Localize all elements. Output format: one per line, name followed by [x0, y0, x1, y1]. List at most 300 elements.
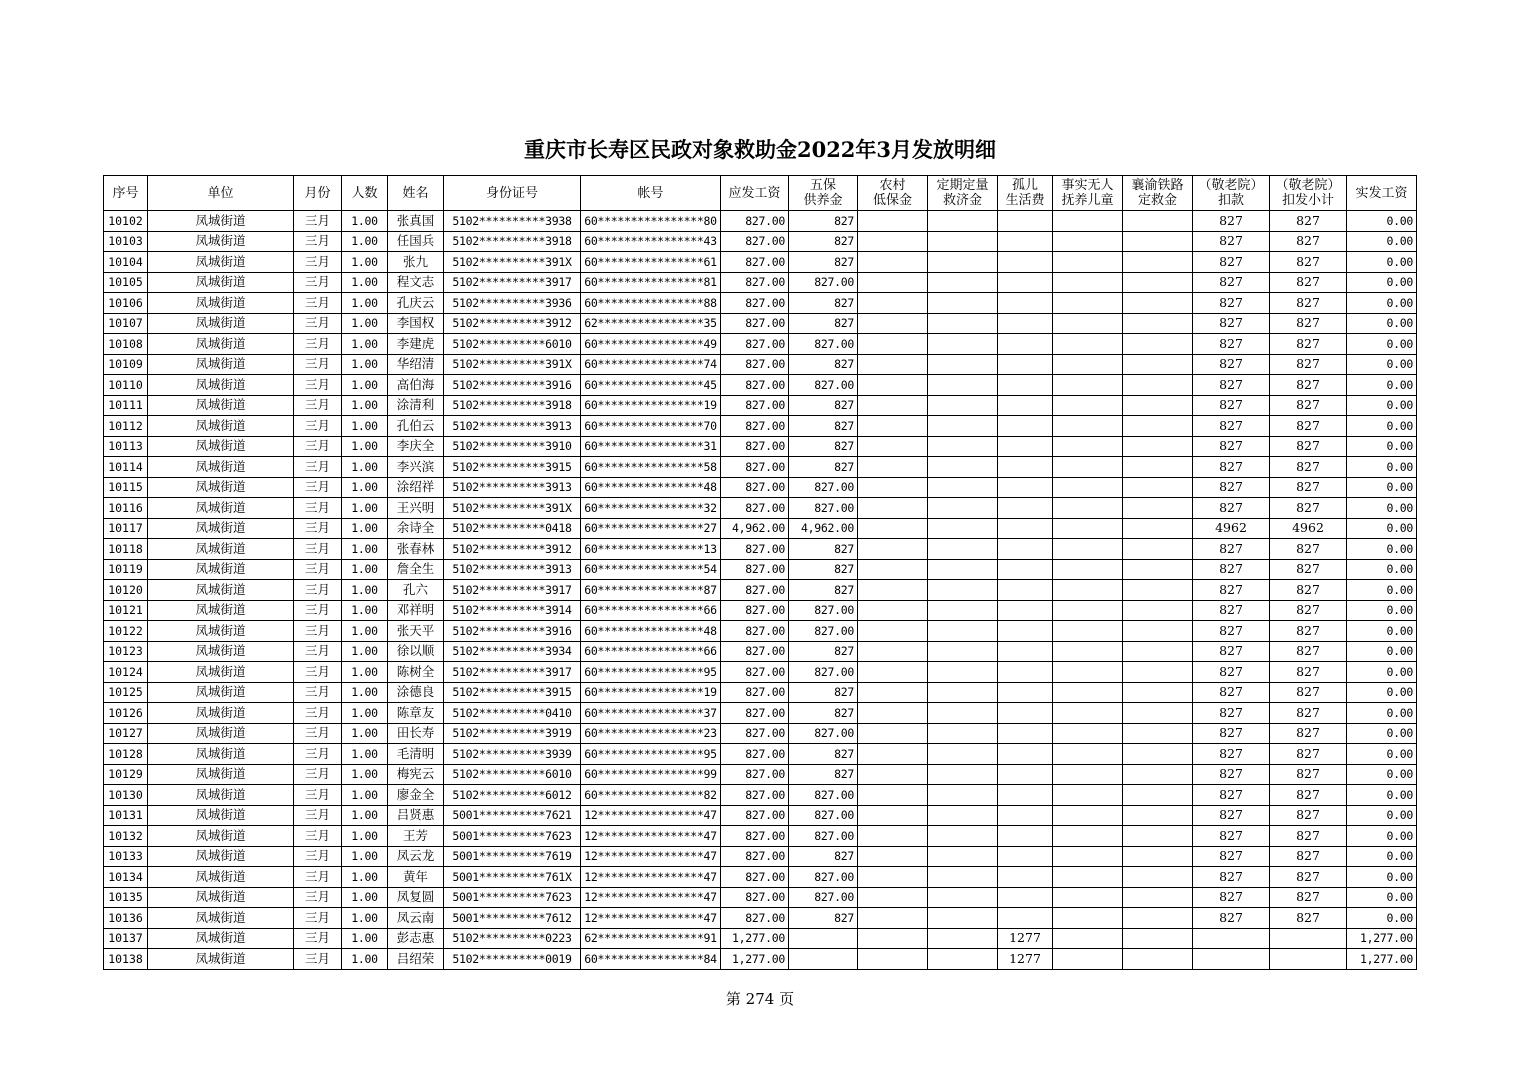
cell-rural-subsidy: [858, 621, 928, 642]
cell-five-guarantee: 827.00: [789, 334, 858, 355]
cell-month: 三月: [294, 867, 342, 888]
cell-rural-subsidy: [858, 498, 928, 519]
cell-nursing-deduction: 827: [1193, 395, 1270, 416]
cell-count: 1.00: [342, 211, 388, 232]
cell-orphan-allowance: [998, 867, 1053, 888]
cell-account: 60****************37: [581, 703, 721, 724]
cell-rural-subsidy: [858, 723, 928, 744]
cell-unit: 凤城街道: [148, 703, 294, 724]
cell-account: 60****************84: [581, 949, 721, 970]
cell-month: 三月: [294, 641, 342, 662]
cell-fixed-relief: [928, 559, 998, 580]
cell-unit: 凤城街道: [148, 211, 294, 232]
cell-nursing-subtotal: 827: [1270, 641, 1347, 662]
cell-five-guarantee: 827.00: [789, 785, 858, 806]
cell-month: 三月: [294, 600, 342, 621]
cell-account: 60****************95: [581, 744, 721, 765]
cell-rural-subsidy: [858, 785, 928, 806]
cell-unit: 凤城街道: [148, 949, 294, 970]
cell-unit: 凤城街道: [148, 887, 294, 908]
cell-unit: 凤城街道: [148, 293, 294, 314]
cell-orphan-allowance: [998, 600, 1053, 621]
cell-count: 1.00: [342, 867, 388, 888]
cell-gross-pay: 1,277.00: [721, 928, 789, 949]
cell-rural-subsidy: [858, 518, 928, 539]
cell-fixed-relief: [928, 928, 998, 949]
cell-unit: 凤城街道: [148, 498, 294, 519]
cell-name: 涂绍祥: [388, 477, 444, 498]
cell-net-pay: 1,277.00: [1347, 949, 1417, 970]
cell-rural-subsidy: [858, 764, 928, 785]
cell-nursing-subtotal: 827: [1270, 416, 1347, 437]
cell-railway-relief: [1123, 764, 1193, 785]
table-row: [104, 785, 1417, 806]
cell-nursing-subtotal: 827: [1270, 395, 1347, 416]
cell-account: 60****************45: [581, 375, 721, 396]
cell-gross-pay: 827.00: [721, 703, 789, 724]
cell-month: 三月: [294, 334, 342, 355]
cell-count: 1.00: [342, 744, 388, 765]
cell-unsupported-child: [1053, 949, 1123, 970]
cell-unsupported-child: [1053, 744, 1123, 765]
cell-nursing-deduction: 827: [1193, 272, 1270, 293]
cell-fixed-relief: [928, 395, 998, 416]
cell-id-number: 5102**********6010: [444, 764, 581, 785]
cell-railway-relief: [1123, 805, 1193, 826]
cell-seq: 10122: [104, 621, 148, 642]
cell-count: 1.00: [342, 908, 388, 929]
column-header: 帐号: [581, 176, 721, 211]
cell-seq: 10136: [104, 908, 148, 929]
cell-rural-subsidy: [858, 846, 928, 867]
cell-name: 华绍清: [388, 354, 444, 375]
cell-count: 1.00: [342, 272, 388, 293]
cell-unit: 凤城街道: [148, 354, 294, 375]
cell-unsupported-child: [1053, 416, 1123, 437]
cell-orphan-allowance: [998, 334, 1053, 355]
cell-account: 60****************19: [581, 682, 721, 703]
cell-rural-subsidy: [858, 477, 928, 498]
cell-month: 三月: [294, 805, 342, 826]
cell-five-guarantee: 827.00: [789, 723, 858, 744]
cell-nursing-subtotal: 827: [1270, 764, 1347, 785]
cell-month: 三月: [294, 436, 342, 457]
cell-id-number: 5102**********391X: [444, 498, 581, 519]
cell-orphan-allowance: [998, 887, 1053, 908]
cell-railway-relief: [1123, 600, 1193, 621]
cell-nursing-subtotal: 827: [1270, 457, 1347, 478]
cell-nursing-deduction: 827: [1193, 846, 1270, 867]
cell-unsupported-child: [1053, 375, 1123, 396]
cell-month: 三月: [294, 785, 342, 806]
cell-month: 三月: [294, 375, 342, 396]
cell-rural-subsidy: [858, 682, 928, 703]
cell-gross-pay: 827.00: [721, 436, 789, 457]
cell-gross-pay: 827.00: [721, 785, 789, 806]
cell-orphan-allowance: [998, 252, 1053, 273]
cell-count: 1.00: [342, 498, 388, 519]
cell-gross-pay: 827.00: [721, 600, 789, 621]
cell-nursing-subtotal: 827: [1270, 477, 1347, 498]
cell-gross-pay: 827.00: [721, 867, 789, 888]
cell-gross-pay: 827.00: [721, 744, 789, 765]
cell-rural-subsidy: [858, 313, 928, 334]
cell-month: 三月: [294, 252, 342, 273]
page-title: 重庆市长寿区民政对象救助金2022年3月发放明细: [523, 137, 997, 162]
cell-net-pay: 0.00: [1347, 252, 1417, 273]
cell-name: 邓祥明: [388, 600, 444, 621]
cell-railway-relief: [1123, 436, 1193, 457]
cell-gross-pay: 827.00: [721, 621, 789, 642]
cell-net-pay: 0.00: [1347, 703, 1417, 724]
cell-unsupported-child: [1053, 272, 1123, 293]
cell-month: 三月: [294, 887, 342, 908]
cell-account: 60****************48: [581, 477, 721, 498]
cell-count: 1.00: [342, 457, 388, 478]
cell-unsupported-child: [1053, 252, 1123, 273]
cell-month: 三月: [294, 949, 342, 970]
cell-month: 三月: [294, 539, 342, 560]
cell-fixed-relief: [928, 621, 998, 642]
cell-orphan-allowance: [998, 559, 1053, 580]
cell-rural-subsidy: [858, 436, 928, 457]
cell-fixed-relief: [928, 949, 998, 970]
cell-railway-relief: [1123, 539, 1193, 560]
table-row: [104, 231, 1417, 252]
cell-name: 张春林: [388, 539, 444, 560]
cell-nursing-deduction: 827: [1193, 252, 1270, 273]
cell-orphan-allowance: 1277: [998, 949, 1053, 970]
cell-orphan-allowance: [998, 477, 1053, 498]
table-row: [104, 272, 1417, 293]
cell-nursing-subtotal: 827: [1270, 436, 1347, 457]
cell-unsupported-child: [1053, 887, 1123, 908]
cell-gross-pay: 827.00: [721, 539, 789, 560]
table-row: [104, 682, 1417, 703]
cell-nursing-deduction: 827: [1193, 334, 1270, 355]
cell-nursing-subtotal: 827: [1270, 805, 1347, 826]
cell-id-number: 5102**********3917: [444, 272, 581, 293]
cell-name: 梅宪云: [388, 764, 444, 785]
table-row: [104, 375, 1417, 396]
cell-net-pay: 0.00: [1347, 867, 1417, 888]
cell-unit: 凤城街道: [148, 785, 294, 806]
cell-fixed-relief: [928, 744, 998, 765]
cell-orphan-allowance: [998, 764, 1053, 785]
cell-orphan-allowance: [998, 744, 1053, 765]
cell-five-guarantee: 827: [789, 908, 858, 929]
cell-month: 三月: [294, 313, 342, 334]
cell-nursing-deduction: 827: [1193, 293, 1270, 314]
cell-nursing-subtotal: 827: [1270, 908, 1347, 929]
cell-account: 60****************95: [581, 662, 721, 683]
cell-gross-pay: 827.00: [721, 641, 789, 662]
cell-seq: 10117: [104, 518, 148, 539]
cell-month: 三月: [294, 293, 342, 314]
cell-unsupported-child: [1053, 600, 1123, 621]
cell-account: 60****************87: [581, 580, 721, 601]
cell-five-guarantee: 827: [789, 252, 858, 273]
cell-count: 1.00: [342, 477, 388, 498]
cell-net-pay: 0.00: [1347, 785, 1417, 806]
cell-id-number: 5102**********3918: [444, 395, 581, 416]
cell-nursing-subtotal: 4962: [1270, 518, 1347, 539]
cell-gross-pay: 827.00: [721, 313, 789, 334]
cell-unsupported-child: [1053, 539, 1123, 560]
cell-count: 1.00: [342, 641, 388, 662]
cell-net-pay: 0.00: [1347, 662, 1417, 683]
cell-five-guarantee: 827: [789, 539, 858, 560]
cell-nursing-deduction: 827: [1193, 682, 1270, 703]
cell-count: 1.00: [342, 682, 388, 703]
cell-railway-relief: [1123, 949, 1193, 970]
table-row: [104, 662, 1417, 683]
cell-orphan-allowance: [998, 395, 1053, 416]
cell-account: 60****************27: [581, 518, 721, 539]
cell-net-pay: 0.00: [1347, 559, 1417, 580]
table-row: [104, 846, 1417, 867]
cell-count: 1.00: [342, 334, 388, 355]
cell-gross-pay: 827.00: [721, 559, 789, 580]
cell-unit: 凤城街道: [148, 436, 294, 457]
cell-unsupported-child: [1053, 641, 1123, 662]
column-header: 序号: [104, 176, 148, 211]
cell-id-number: 5102**********3912: [444, 313, 581, 334]
cell-count: 1.00: [342, 539, 388, 560]
cell-orphan-allowance: [998, 231, 1053, 252]
column-header: 定期定量 救济金: [928, 176, 998, 211]
cell-unsupported-child: [1053, 826, 1123, 847]
cell-nursing-deduction: 827: [1193, 703, 1270, 724]
cell-nursing-deduction: 827: [1193, 498, 1270, 519]
cell-gross-pay: 827.00: [721, 764, 789, 785]
column-header: 五保 供养金: [789, 176, 858, 211]
cell-orphan-allowance: [998, 703, 1053, 724]
cell-month: 三月: [294, 395, 342, 416]
cell-gross-pay: 827.00: [721, 477, 789, 498]
cell-railway-relief: [1123, 580, 1193, 601]
cell-name: 张天平: [388, 621, 444, 642]
cell-name: 吕贤惠: [388, 805, 444, 826]
cell-nursing-subtotal: 827: [1270, 375, 1347, 396]
cell-five-guarantee: 827: [789, 744, 858, 765]
cell-seq: 10112: [104, 416, 148, 437]
cell-fixed-relief: [928, 539, 998, 560]
cell-gross-pay: 827.00: [721, 498, 789, 519]
cell-count: 1.00: [342, 805, 388, 826]
cell-fixed-relief: [928, 231, 998, 252]
cell-month: 三月: [294, 457, 342, 478]
cell-rural-subsidy: [858, 375, 928, 396]
cell-name: 李国权: [388, 313, 444, 334]
cell-id-number: 5102**********0019: [444, 949, 581, 970]
table-row: [104, 354, 1417, 375]
cell-nursing-deduction: 827: [1193, 457, 1270, 478]
cell-nursing-subtotal: 827: [1270, 662, 1347, 683]
cell-five-guarantee: 827: [789, 416, 858, 437]
cell-seq: 10104: [104, 252, 148, 273]
column-header: 事实无人 抚养儿童: [1053, 176, 1123, 211]
cell-net-pay: 0.00: [1347, 621, 1417, 642]
cell-id-number: 5001**********7623: [444, 887, 581, 908]
cell-nursing-deduction: 827: [1193, 354, 1270, 375]
cell-name: 涂清利: [388, 395, 444, 416]
cell-orphan-allowance: [998, 682, 1053, 703]
cell-nursing-subtotal: [1270, 949, 1347, 970]
cell-net-pay: 0.00: [1347, 498, 1417, 519]
table-row: [104, 457, 1417, 478]
cell-account: 60****************49: [581, 334, 721, 355]
cell-name: 李庆全: [388, 436, 444, 457]
cell-gross-pay: 827.00: [721, 231, 789, 252]
cell-orphan-allowance: [998, 436, 1053, 457]
cell-unit: 凤城街道: [148, 334, 294, 355]
cell-five-guarantee: 827: [789, 457, 858, 478]
cell-railway-relief: [1123, 498, 1193, 519]
cell-unit: 凤城街道: [148, 641, 294, 662]
cell-gross-pay: 827.00: [721, 293, 789, 314]
cell-nursing-subtotal: 827: [1270, 867, 1347, 888]
cell-five-guarantee: 827: [789, 293, 858, 314]
cell-gross-pay: 827.00: [721, 908, 789, 929]
cell-id-number: 5102**********3916: [444, 621, 581, 642]
cell-seq: 10137: [104, 928, 148, 949]
table-row: [104, 908, 1417, 929]
cell-net-pay: 0.00: [1347, 744, 1417, 765]
cell-unit: 凤城街道: [148, 313, 294, 334]
cell-nursing-deduction: 827: [1193, 559, 1270, 580]
cell-fixed-relief: [928, 908, 998, 929]
cell-net-pay: 0.00: [1347, 395, 1417, 416]
cell-rural-subsidy: [858, 334, 928, 355]
cell-unsupported-child: [1053, 498, 1123, 519]
cell-account: 60****************58: [581, 457, 721, 478]
cell-fixed-relief: [928, 662, 998, 683]
cell-nursing-deduction: 827: [1193, 826, 1270, 847]
cell-account: 12****************47: [581, 846, 721, 867]
cell-nursing-subtotal: 827: [1270, 539, 1347, 560]
cell-seq: 10102: [104, 211, 148, 232]
cell-nursing-deduction: 827: [1193, 785, 1270, 806]
cell-five-guarantee: 4,962.00: [789, 518, 858, 539]
cell-seq: 10126: [104, 703, 148, 724]
cell-nursing-deduction: 827: [1193, 764, 1270, 785]
cell-name: 任国兵: [388, 231, 444, 252]
cell-account: 62****************35: [581, 313, 721, 334]
cell-nursing-deduction: 4962: [1193, 518, 1270, 539]
cell-name: 涂德良: [388, 682, 444, 703]
cell-name: 田长寿: [388, 723, 444, 744]
cell-month: 三月: [294, 764, 342, 785]
cell-nursing-deduction: 827: [1193, 744, 1270, 765]
cell-unsupported-child: [1053, 395, 1123, 416]
column-header: 身份证号: [444, 176, 581, 211]
cell-account: 60****************80: [581, 211, 721, 232]
cell-seq: 10129: [104, 764, 148, 785]
cell-seq: 10103: [104, 231, 148, 252]
cell-orphan-allowance: [998, 518, 1053, 539]
cell-unit: 凤城街道: [148, 272, 294, 293]
cell-seq: 10113: [104, 436, 148, 457]
cell-nursing-subtotal: 827: [1270, 559, 1347, 580]
cell-orphan-allowance: [998, 313, 1053, 334]
cell-unit: 凤城街道: [148, 805, 294, 826]
cell-nursing-subtotal: 827: [1270, 785, 1347, 806]
cell-nursing-subtotal: 827: [1270, 211, 1347, 232]
cell-nursing-deduction: 827: [1193, 539, 1270, 560]
cell-seq: 10134: [104, 867, 148, 888]
cell-nursing-subtotal: 827: [1270, 826, 1347, 847]
cell-unit: 凤城街道: [148, 416, 294, 437]
cell-gross-pay: 4,962.00: [721, 518, 789, 539]
table-body: [104, 211, 1417, 970]
cell-unit: 凤城街道: [148, 600, 294, 621]
cell-id-number: 5102**********3916: [444, 375, 581, 396]
cell-fixed-relief: [928, 887, 998, 908]
cell-count: 1.00: [342, 293, 388, 314]
cell-fixed-relief: [928, 477, 998, 498]
cell-unit: 凤城街道: [148, 723, 294, 744]
cell-railway-relief: [1123, 703, 1193, 724]
cell-unsupported-child: [1053, 785, 1123, 806]
cell-id-number: 5102**********3915: [444, 457, 581, 478]
cell-railway-relief: [1123, 416, 1193, 437]
cell-net-pay: 0.00: [1347, 826, 1417, 847]
cell-orphan-allowance: [998, 457, 1053, 478]
cell-count: 1.00: [342, 826, 388, 847]
cell-account: 12****************47: [581, 887, 721, 908]
table-row: [104, 805, 1417, 826]
cell-month: 三月: [294, 908, 342, 929]
cell-unsupported-child: [1053, 621, 1123, 642]
cell-railway-relief: [1123, 457, 1193, 478]
cell-unsupported-child: [1053, 805, 1123, 826]
cell-nursing-subtotal: 827: [1270, 252, 1347, 273]
cell-fixed-relief: [928, 211, 998, 232]
cell-unsupported-child: [1053, 662, 1123, 683]
cell-account: 62****************91: [581, 928, 721, 949]
cell-nursing-subtotal: 827: [1270, 334, 1347, 355]
cell-nursing-deduction: [1193, 949, 1270, 970]
cell-name: 李兴滨: [388, 457, 444, 478]
column-header: 农村 低保金: [858, 176, 928, 211]
cell-month: 三月: [294, 826, 342, 847]
cell-seq: 10114: [104, 457, 148, 478]
cell-seq: 10124: [104, 662, 148, 683]
cell-rural-subsidy: [858, 641, 928, 662]
cell-unit: 凤城街道: [148, 867, 294, 888]
cell-account: 60****************31: [581, 436, 721, 457]
cell-count: 1.00: [342, 231, 388, 252]
cell-fixed-relief: [928, 682, 998, 703]
cell-orphan-allowance: [998, 826, 1053, 847]
cell-unsupported-child: [1053, 867, 1123, 888]
cell-count: 1.00: [342, 252, 388, 273]
cell-unsupported-child: [1053, 518, 1123, 539]
cell-net-pay: 0.00: [1347, 375, 1417, 396]
cell-fixed-relief: [928, 641, 998, 662]
cell-name: 孔伯云: [388, 416, 444, 437]
cell-railway-relief: [1123, 375, 1193, 396]
table-row: [104, 928, 1417, 949]
cell-name: 孔庆云: [388, 293, 444, 314]
table-row: [104, 949, 1417, 970]
cell-name: 张九: [388, 252, 444, 273]
cell-seq: 10111: [104, 395, 148, 416]
cell-month: 三月: [294, 682, 342, 703]
cell-orphan-allowance: [998, 662, 1053, 683]
cell-net-pay: 0.00: [1347, 354, 1417, 375]
